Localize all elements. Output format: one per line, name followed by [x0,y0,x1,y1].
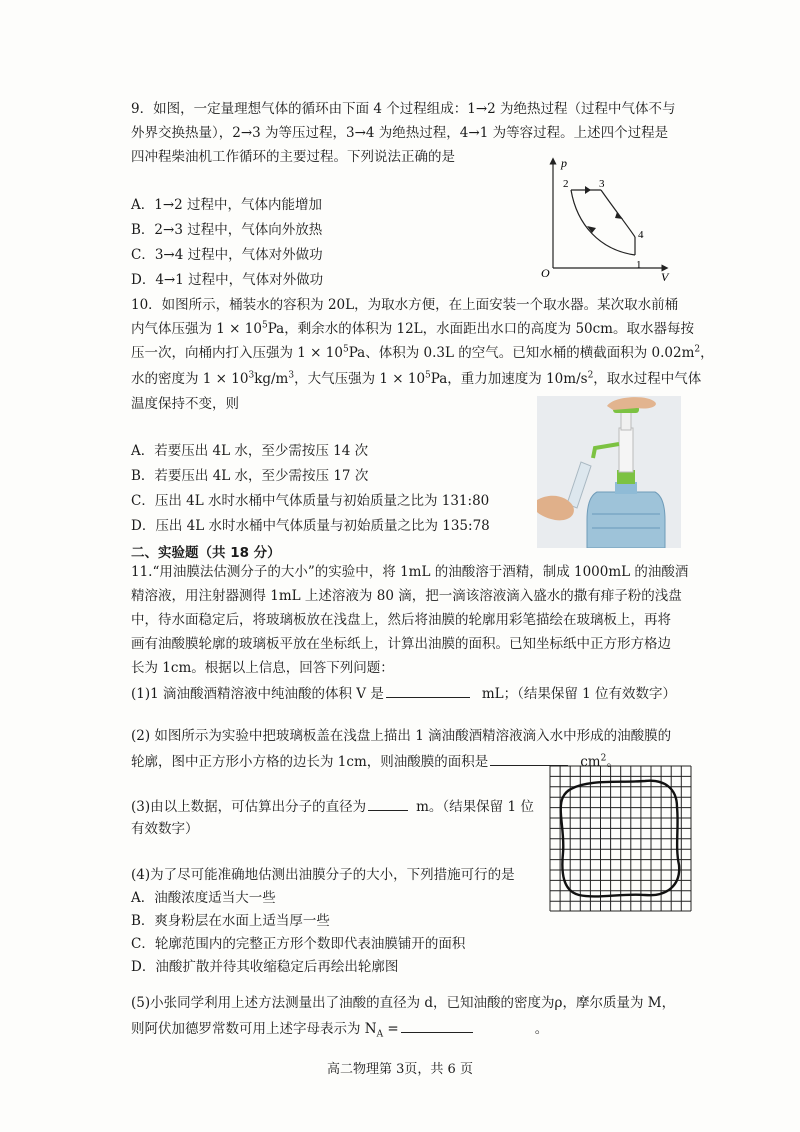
q10-line-4-exp2: 3 [288,370,295,381]
q11-part-2-line-2 [131,751,620,771]
q11-part-1-unit: mL；（结果保留 1 位有效数字） [481,686,677,702]
q10-line-4-exp3: 5 [425,370,431,381]
q11-part-1 [131,683,676,703]
q11-part-5-line-1: (5)小张同学利用上述方法测量出了油酸的直径为 d，已知油酸的密度为ρ，摩尔质量为 M， [131,995,676,1011]
q11-part-1-blank[interactable] [386,683,470,698]
q10-line-4-exp4: 2 [587,370,594,381]
q10-line-3-exp: 5 [342,344,349,355]
q10-line-4-d: Pa，重力加速度为 10m/s [430,371,588,387]
q10-line-5: 温度保持不变，则 [131,396,239,412]
q9-option-d: D．4→1 过程中，气体对外做功 [131,272,324,288]
q11-line-4: 画有油酸膜轮廓的玻璃板平放在坐标纸上，计算出油膜的面积。已知坐标纸中正方形方格边 [131,636,671,652]
q11-part-2-exp: 2 [600,753,607,764]
q9-option-c: C．3→4 过程中，气体对外做功 [131,247,323,263]
q11-part-5-blank[interactable] [401,1018,473,1033]
q9-option-b: B．2→3 过程中，气体向外放热 [131,222,323,238]
water-dispenser-photo [537,396,681,548]
arrow-3-4 [615,212,623,219]
q11-part-4-option-a: A．油酸浓度适当大一些 [131,890,276,906]
point-1-label: 1 [636,259,642,271]
origin-label: O [541,266,550,280]
q10-line-3-b: Pa、体积为 0.3L 的空气。已知水桶的横截面积为 0.02m [348,345,695,361]
q9-line-2: 外界交换热量），2→3 为等压过程，3→4 为绝热过程，4→1 为等容过程。上述四个过程是 [131,125,669,141]
q11-part-4-option-c: C．轮廓范围内的完整正方形个数即代表油膜铺开的面积 [131,936,466,952]
q11-part-2-text: 轮廓，图中正方形小方格的边长为 1cm，则油酸膜的面积是 [131,754,489,770]
q10-line-4-exp: 3 [248,370,255,381]
q11-line-5: 长为 1cm。根据以上信息，回答下列问题： [131,660,394,676]
q11-part-2-end: 。 [606,754,620,770]
q10-option-b: B．若要压出 4L 水，至少需按压 17 次 [131,468,369,484]
point-4-label: 4 [638,229,644,241]
q11-part-5-end: 。 [534,1021,549,1037]
q11-part-3-line-2: 有效数字） [131,821,199,837]
q11-part-4-stem: (4)为了尽可能准确地估测出油膜分子的大小，下列措施可行的是 [131,867,515,883]
q10-option-a: A．若要压出 4L 水，至少需按压 14 次 [131,443,369,459]
point-2-label: 2 [563,178,569,190]
arrow-2-3 [585,186,591,194]
q11-line-1: 11.“用油膜法估测分子的大小”的实验中，将 1mL 的油酸溶于酒精，制成 1000mL 的油酸酒 [131,564,689,580]
pv-diagram [535,155,675,285]
q10-line-3-c: ， [700,345,714,361]
q11-part-2-line-1: (2) 如图所示为实验中把玻璃板盖在浅盘上描出 1 滴油酸酒精溶液滴入水中形成的油酸膜的 [131,728,672,744]
q10-line-2-b: Pa，剩余水的体积为 12L，水面距出水口的高度为 50cm。取水器每按 [267,321,694,337]
q11-part-3-line-1 [131,796,534,816]
q10-line-3-exp2: 2 [694,344,701,355]
q9-option-a: A．1→2 过程中，气体内能增加 [131,197,323,213]
section-title: 二、实验题（共 18 分） [131,545,281,561]
q11-part-3-blank[interactable] [368,796,408,811]
q11-part-1-text: (1)1 滴油酸酒精溶液中纯油酸的体积 V 是 [131,686,384,702]
q11-line-3: 中，待水面稳定后，将玻璃板放在浅盘上，然后将油膜的轮廓用彩笔描绘在玻璃板上，再将 [131,612,671,628]
q11-part-5-eq: = [383,1021,399,1037]
q10-line-4-b: kg/m [254,371,289,387]
q11-line-2: 精溶液，用注射器测得 1mL 上述溶液为 80 滴，把一滴该溶液滴入盛水的撒有痱子粉的浅盘 [131,588,682,604]
q10-line-4-c: ，大气压强为 1 × 10 [294,371,426,387]
q11-part-3-text: (3)由以上数据，可估算出分子的直径为 [131,799,367,815]
point-3-label: 3 [599,178,605,190]
pump-body [619,428,633,472]
q10-option-d: D．压出 4L 水时水桶中气体质量与初始质量之比为 135:78 [131,518,490,534]
q9-line-3: 四冲程柴油机工作循环的主要过程。下列说法正确的是 [131,149,455,165]
q10-line-2-a: 内气体压强为 1 × 10 [131,321,262,337]
q11-part-4-option-b: B．爽身粉层在水面上适当厚一些 [131,913,330,929]
q11-part-5-line-2 [131,1018,548,1038]
p-label: p [561,156,567,170]
q11-part-2-blank[interactable] [490,751,568,766]
v-label: V [661,270,669,284]
q11-part-3-unit: m。（结果保留 1 位 [416,799,534,815]
q10-line-2 [131,320,694,338]
q10-line-1: 10．如图所示，桶装水的容积为 20L，为取水方便，在上面安装一个取水器。某次取水前桶 [131,297,679,313]
q10-line-4-e: ，取水过程中气体 [593,371,702,387]
q11-part-2-unit: cm [580,754,601,770]
q11-part-5-text: 则阿伏加德罗常数可用上述字母表示为 N [131,1021,377,1037]
q10-option-c: C．压出 4L 水时水桶中气体质量与初始质量之比为 131:80 [131,493,490,509]
oil-film-grid [549,765,692,912]
q10-line-2-exp: 5 [261,320,268,331]
q9-line-1: 9．如图，一定量理想气体的循环由下面 4 个过程组成：1→2 为绝热过程（过程中气体不与 [131,101,676,117]
page-footer: 高二物理第 3页，共 6 页 [327,1062,473,1077]
q10-line-3 [131,344,714,362]
q11-part-4-option-d: D．油酸扩散并待其收缩稳定后再绘出轮廓图 [131,959,399,975]
q11-part-5-sub: A [376,1029,384,1040]
q10-line-3-a: 压一次，向桶内打入压强为 1 × 10 [131,345,343,361]
q10-line-4 [131,370,701,388]
water-bottle [587,492,665,548]
q10-line-4-a: 水的密度为 1 × 10 [131,371,249,387]
